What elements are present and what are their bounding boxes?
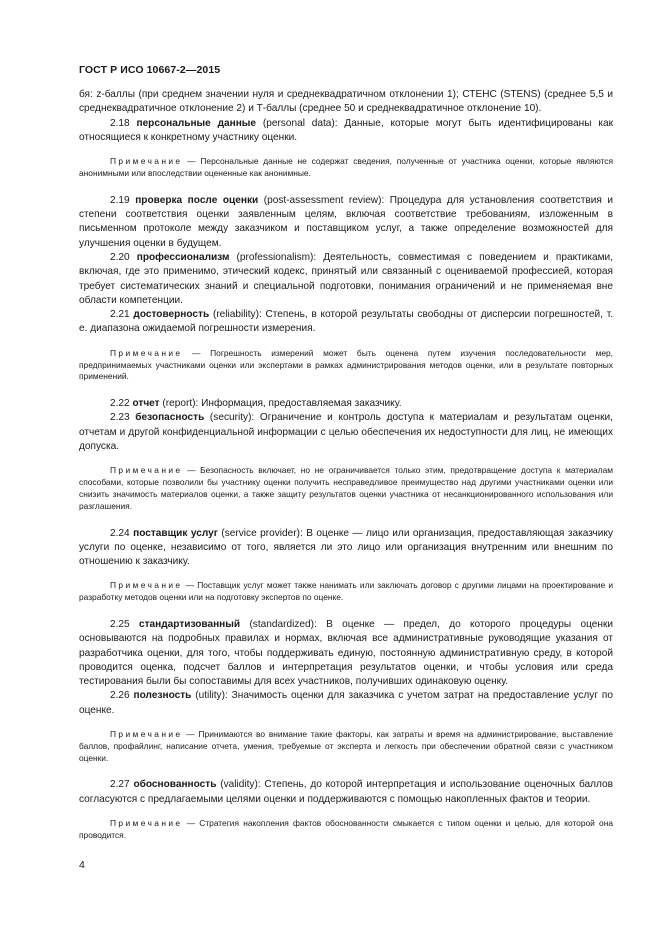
definition-number: 2.19 bbox=[110, 194, 130, 206]
note-2-18 bbox=[79, 156, 613, 180]
note-text: — Принимаются во внимание такие факторы, как затраты и время на администрирование, выставление баллов, профайлинг, написание отчета, умения, требуемые от эксперта и легкость при обеспечении обратной связи с участником оценки. bbox=[79, 729, 614, 763]
note-text: — Погрешность измерений может быть оценена путем изучения последовательности мер, предпринимаемых участниками оценки или экспертами в рамках администрирования методов оценки, или в результате повторных применений. bbox=[79, 347, 613, 382]
definition-term: поставщик услуг bbox=[133, 527, 218, 539]
definition-term: полезность bbox=[133, 690, 192, 702]
document-header: ГОСТ Р ИСО 10667-2—2015 bbox=[79, 64, 221, 76]
definition-text: (utility): Значимость оценки для заказчика с учетом затрат на предоставление услуг по оценке. bbox=[79, 690, 613, 716]
note-text: — Поставщик услуг может также нанимать или заключать договор с другими лицами на проектирование и разработку методов оценки или на подготовку экспертов по оценке. bbox=[79, 580, 613, 603]
note-2-26 bbox=[79, 729, 613, 764]
note-2-23 bbox=[79, 465, 613, 512]
definition-text: (security): Ограничение и контроль доступа к материалам и результатам оценки, отчетам и другой конфиденциальной информации с целью обеспечения их недоступности для лиц, не имеющих допуска. bbox=[79, 412, 613, 453]
definition-2-20 bbox=[79, 251, 613, 308]
definition-number: 2.18 bbox=[110, 117, 130, 129]
definition-2-25 bbox=[79, 618, 613, 689]
document-body bbox=[79, 88, 613, 842]
definition-term: стандартизованный bbox=[139, 619, 241, 630]
note-label: Примечание bbox=[110, 465, 183, 476]
page-number: 4 bbox=[79, 859, 85, 871]
note-text: — Персональные данные не содержат сведения, полученные от участника оценки, которые являются анонимными или впоследствии оцененные как анонимные. bbox=[79, 156, 614, 178]
definition-number: 2.26 bbox=[110, 690, 130, 702]
definition-term: безопасность bbox=[135, 412, 205, 424]
definition-text: (standardized): В оценке — предел, до которого процедуры оценки основываются на подробных правилах и нормах, включая все административные руководящие указания от разработчика оценки, для того, чтобы поддерживать единую, постоянную административную среду, в которой проводится оценка, подсчет баллов и интерпретация результатов оценки, и чтобы условия или среда тестирования были бы сопоставимы для всех участников, получивших одинаковую оценку. bbox=[79, 619, 614, 688]
definition-term: отчет bbox=[132, 398, 160, 410]
note-label: Примечание bbox=[110, 580, 183, 591]
definition-term: персональные данные bbox=[136, 117, 257, 129]
definition-2-26 bbox=[79, 689, 613, 718]
definition-term: обоснованность bbox=[133, 779, 217, 791]
definition-text: (report): Информация, предоставляемая заказчику. bbox=[159, 398, 402, 410]
definition-number: 2.20 bbox=[110, 251, 130, 263]
definition-number: 2.21 bbox=[110, 309, 130, 321]
paragraph-continuation: бя: z-баллы (при среднем значении нуля и среднеквадратичном отклонении 1); СТЕНС (STENS) (среднее 5,5 и среднеквадратичное отклонение 2) и Т-баллы (среднее 50 и среднеквадратичное отклонение 10). bbox=[79, 89, 613, 115]
note-2-21 bbox=[79, 348, 613, 383]
note-label: Примечание bbox=[110, 729, 183, 740]
definition-text: (validity): Степень, до которой интерпретация и использование оценочных баллов согласуются с предлагаемыми целями оценки и поддерживаются с помощью накопленных фактов и теории. bbox=[79, 779, 613, 805]
definition-text: (service provider): В оценке — лицо или организация, предоставляющая заказчику услуги по оценке, независимо от того, является ли это лицо или организация внутренним или внешним по отношению к заказчику. bbox=[79, 527, 613, 568]
note-label: Примечание bbox=[110, 818, 183, 829]
definition-term: достоверность bbox=[133, 309, 210, 321]
note-text: — Безопасность включает, но не ограничивается только этим, предотвращение доступа к материалам способами, которые позволили бы участнику оценки получить несправедливое преимущество над другими участниками оценки или снизить значимость материалов оценки, а также защиту результатов оценки участника от несанкционированного использования или разглашения. bbox=[79, 465, 613, 511]
note-text: — Стратегия накопления фактов обоснованности смыкается с типом оценки и целью, для которой она проводится. bbox=[79, 818, 613, 840]
definition-text: (post-assessment review): Процедура для установления соответствия и степени соответствия оценки заявленным целям, включая соответствие требованиям, изложенным в письменном протоколе между заказчиком и поставщиком услуг, а также определение возможностей для улучшения оценки в будущем. bbox=[79, 194, 613, 249]
definition-number: 2.24 bbox=[110, 527, 130, 539]
definition-2-19 bbox=[79, 194, 613, 251]
note-label: Примечание bbox=[110, 347, 183, 358]
definition-2-24 bbox=[79, 527, 613, 570]
definition-text: (reliability): Степень, в которой результаты свободны от дисперсии погрешностей, т. е. диапазона ожидаемой погрешности измерения. bbox=[79, 309, 614, 335]
definition-2-18 bbox=[79, 117, 613, 146]
definition-text: (professionalism): Деятельность, совместимая с поведением и практиками, включая, где это применимо, этический кодекс, принятый или связанный с оцениваемой профессией, которая требует систематических знаний и специальной подготовки, понимания ограничений и не применяемая вне области компетенции. bbox=[79, 251, 613, 306]
note-2-27 bbox=[79, 818, 613, 842]
note-label: Примечание bbox=[110, 156, 183, 167]
note-2-24 bbox=[79, 580, 613, 604]
definition-2-23 bbox=[79, 411, 613, 454]
definition-number: 2.25 bbox=[110, 619, 130, 630]
definition-number: 2.27 bbox=[110, 779, 130, 791]
definition-number: 2.22 bbox=[110, 398, 130, 410]
definition-term: профессионализм bbox=[136, 251, 230, 263]
definition-text: (personal data): Данные, которые могут быть идентифицированы как относящиеся к конкретному участнику оценки. bbox=[79, 117, 613, 143]
definition-2-27 bbox=[79, 778, 613, 807]
definition-2-22 bbox=[79, 397, 613, 411]
definition-term: проверка после оценки bbox=[135, 194, 259, 206]
definition-2-21 bbox=[79, 308, 613, 337]
definition-number: 2.23 bbox=[110, 412, 130, 424]
